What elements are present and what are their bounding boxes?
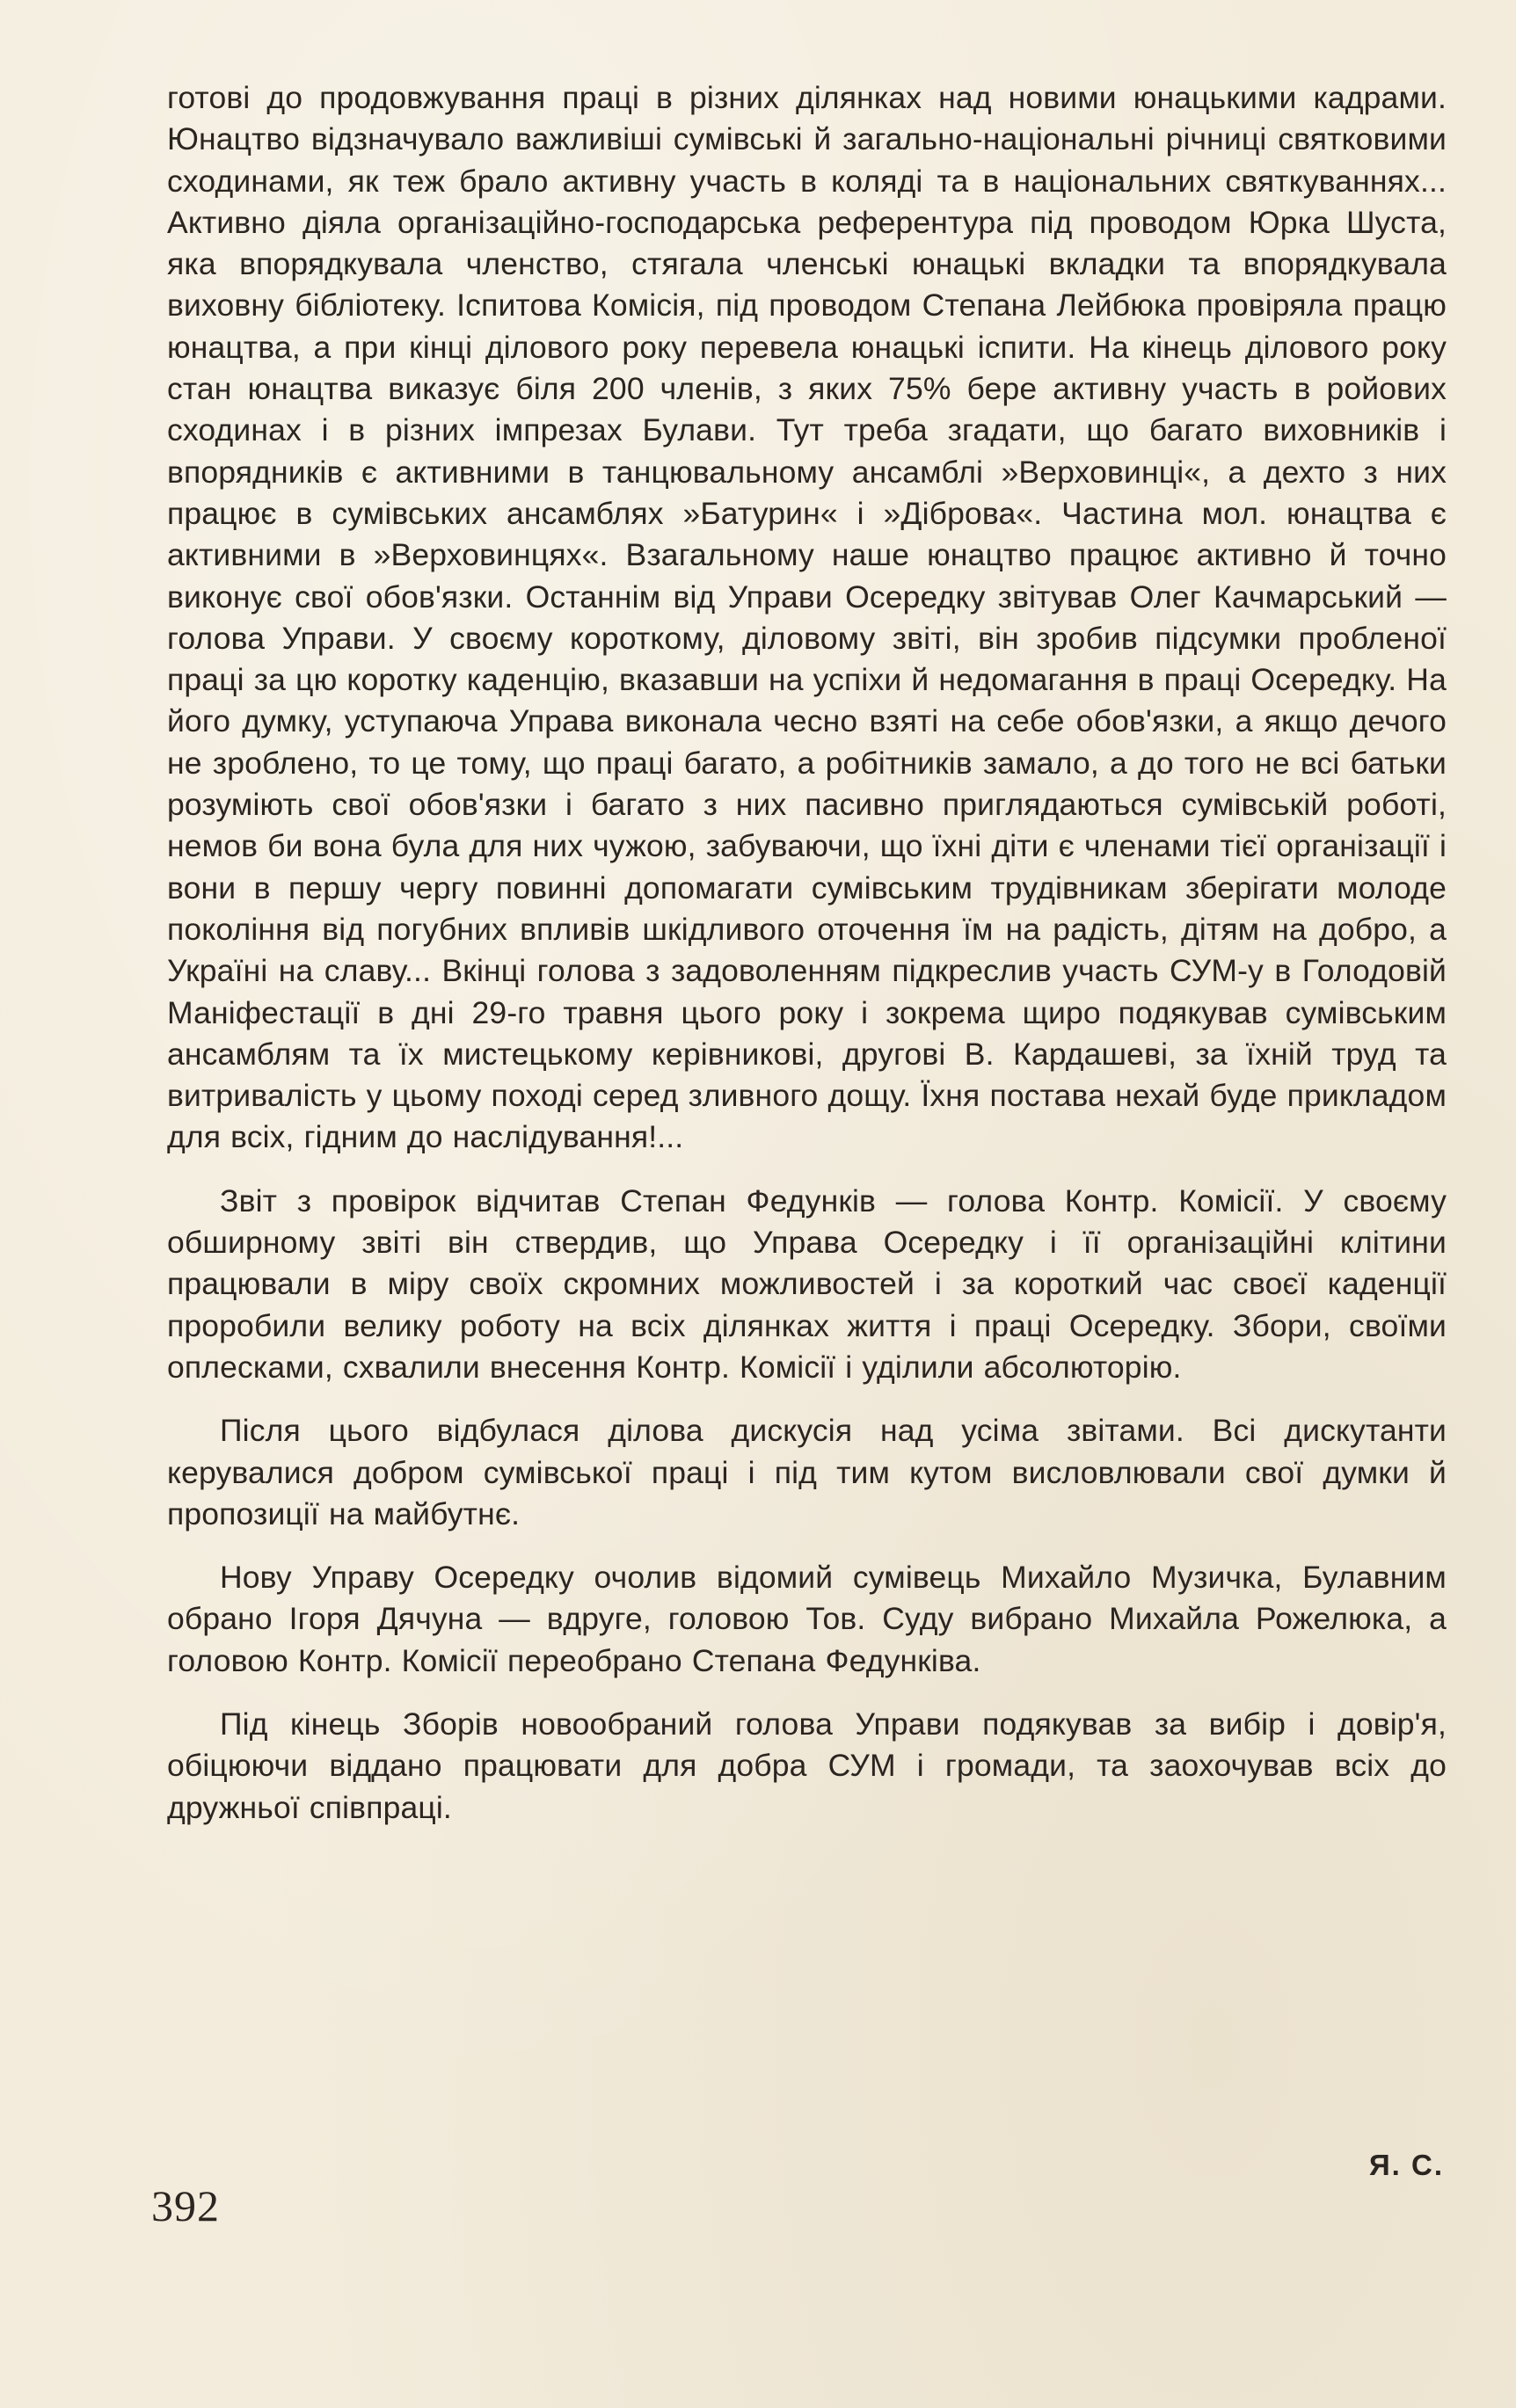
paragraph-3: Після цього відбулася ділова дискусія над усіма звітами. Всі дискутанти керувалися добром сумівської праці і під тим кутом висловлювали свої думки й пропозиції на майбутнє. [167, 1413, 1447, 1531]
paragraph-5: Під кінець Зборів новообраний голова Управи подякував за вибір і довір'я, обіцюючи віддано працювати для добра СУМ і громади, та заохочував всіх до дружньої співпраці. [167, 1706, 1447, 1825]
page-number: 392 [151, 2181, 220, 2230]
author-signature: Я. С. [1368, 2149, 1444, 2181]
paragraph-2: Звіт з провірок відчитав Степан Федунків — голова Контр. Комісії. У своєму обширному звіті він ствердив, що Управа Осередку і її організаційні клітини працювали в міру своїх скромних можливостей і за короткий час своєї каденції проробили велику роботу на всіх ділянках життя і праці Осередку. Збори, своїми оплесками, схвалили внесення Контр. Комісії і уділили абсолюторію. [167, 1182, 1447, 1385]
paragraph-1: готові до продовжування праці в різних ділянках над новими юнацькими кадрами. Юнацтво відзначувало важливіші сумівські й загально-національні річниці святковими сходинами, як теж брало активну участь в коляді та в національних святкуваннях... Активно діяла організаційно-господарська референтура під проводом Юрка Шуста, яка впорядкувала членство, стягала членські юнацькі вкладки та впорядкувала виховну бібліотеку. Іспитова Комісія, під проводом Степана Лейбюка провіряла працю юнацтва, а при кінці ділового року перевела юнацькі іспити. На кінець ділового року стан юнацтва виказує біля 200 членів, з яких 75% бере активну участь в ройових сходинах і в різних імпрезах Булави. Тут треба згадати, що багато виховників і впорядників є активними в танцювальному ансамблі »Верховинці«, а дехто з них працює в сумівських ансамблях »Батурин« і »Діброва«. Частина мол. юнацтва є активними в »Верховинцях«. Взагальному наше юнацтво працює активно й точно виконує свої обов'язки. Останнім від Управи Осередку звітував Олег Качмарський — голова Управи. У своєму короткому, діловому звіті, він зробив підсумки пробленої праці за цю коротку каденцію, вказавши на успіхи й недомагання в праці Осередку. На його думку, уступаюча Управа виконала чесно взяті на себе обов'язки, а якщо дечого не зроблено, то це тому, що праці багато, а робітників замало, а до того не всі батьки розуміють свої обов'язки і багато з них пасивно приглядаються сумівській роботі, немов би вона була для них чужою, забуваючи, що їхні діти є членами тієї організації і вони в першу чергу повинні допомагати сумівським трудівникам зберігати молоде покоління від погубних впливів шкідливого оточення їм на радість, дітям на добро, а Україні на славу... Вкінці голова з задоволенням підкреслив участь СУМ-у в Голодовій Маніфестації в дні 29-го травня цього року і зокрема щиро подякував сумівським ансамблям та їх мистецькому керівникові, другові В. Кардашеві, за їхній труд та витривалість у цьому поході серед зливного дощу. Їхня постава нехай буде прикладом для всіх, гідним до наслідування!... [167, 80, 1447, 1155]
article-body [167, 77, 1447, 1829]
paragraph-4: Нову Управу Осередку очолив відомий сумівець Михайло Музичка, Булавним обрано Ігоря Дячуна — вдруге, головою Тов. Суду вибрано Михайла Рожелюка, а головою Контр. Комісії переобрано Степана Федунківа. [167, 1560, 1447, 1678]
